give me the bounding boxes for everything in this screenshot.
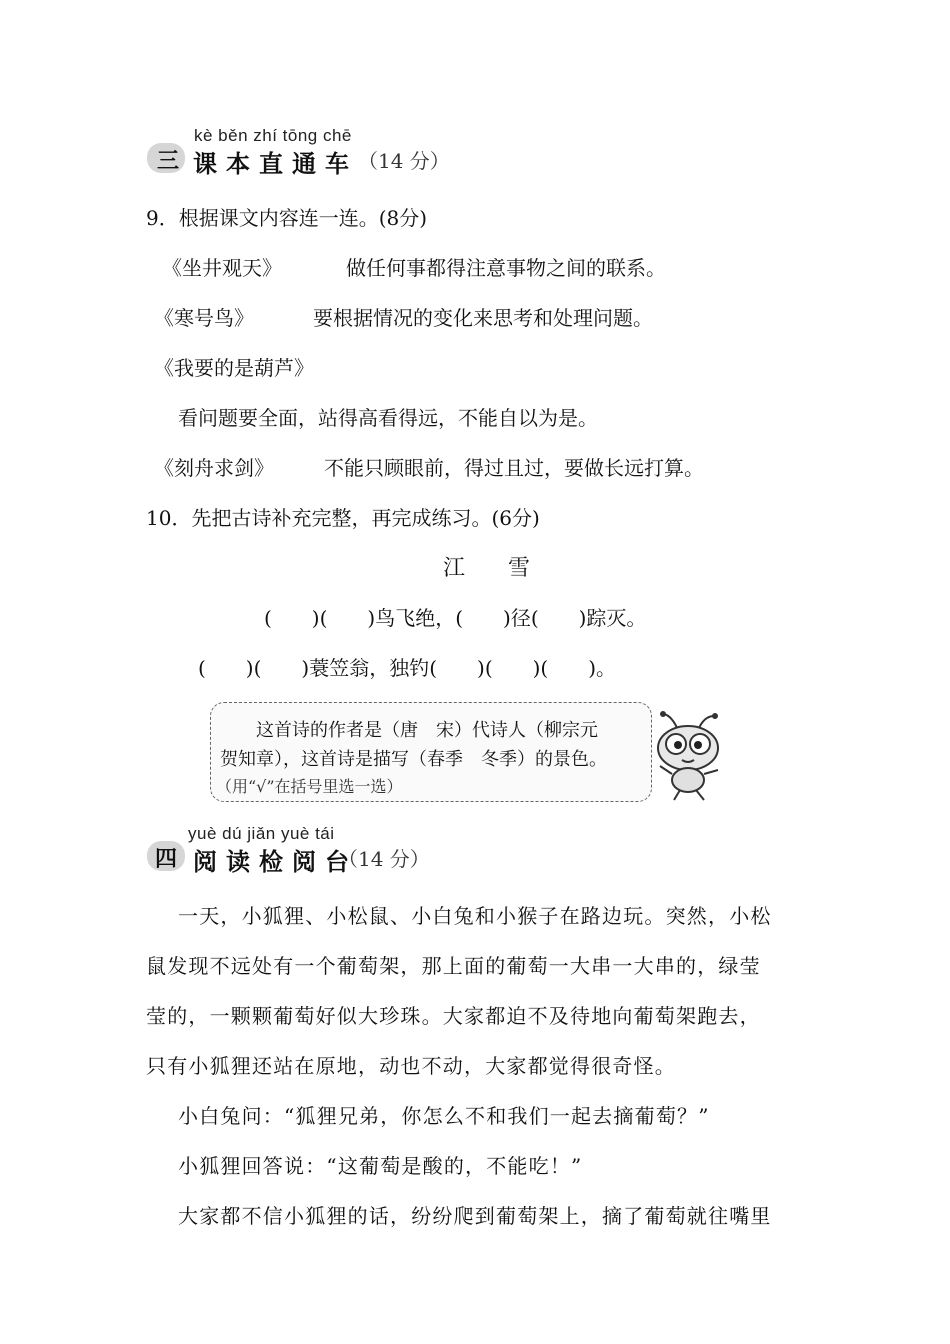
ant-mascot-icon — [648, 708, 732, 804]
passage-line: 鼠发现不远处有一个葡萄架，那上面的葡萄一大串一大串的，绿莹 — [146, 954, 761, 978]
q9-label: 9．根据课文内容连一连。(8分) — [146, 206, 428, 230]
section3-score: （14 分） — [358, 149, 450, 173]
q9-left-item: 《寒号鸟》 — [154, 306, 254, 330]
note-line-2: 贺知章），这首诗是描写（春季 冬季）的景色。 — [220, 749, 607, 770]
note-line-1: 这首诗的作者是（唐 宋）代诗人（柳宗元 — [256, 720, 598, 741]
q9-left-item: 《刻舟求剑》 — [154, 456, 274, 480]
note-line-3: （用“√”在括号里选一选） — [216, 777, 403, 796]
poem-title: 江 雪 — [443, 556, 548, 581]
section3-number: 三 — [157, 149, 180, 174]
section4-number: 四 — [155, 847, 178, 872]
q9-right-item: 做任何事都得注意事物之间的联系。 — [346, 256, 666, 280]
poem-line-2: ( )( )蓑笠翁，独钓( )( )( )。 — [198, 656, 617, 680]
passage-line: 莹的，一颗颗葡萄好似大珍珠。大家都迫不及待地向葡萄架跑去， — [146, 1004, 761, 1028]
q10-label: 10．先把古诗补充完整，再完成练习。(6分) — [146, 506, 540, 530]
poem-line-1: ( )( )鸟飞绝，( )径( )踪灭。 — [264, 606, 647, 630]
passage-line: 一天，小狐狸、小松鼠、小白兔和小猴子在路边玩。突然，小松 — [178, 904, 772, 928]
passage-line: 小白兔问：“狐狸兄弟，你怎么不和我们一起去摘葡萄？” — [178, 1104, 710, 1128]
passage-line: 只有小狐狸还站在原地，动也不动，大家都觉得很奇怪。 — [146, 1054, 676, 1078]
section3-title: 课本直通车 — [193, 150, 358, 178]
q9-right-item: 不能只顾眼前，得过且过，要做长远打算。 — [324, 456, 704, 480]
q9-right-item: 看问题要全面，站得高看得远，不能自以为是。 — [178, 406, 598, 430]
passage-line: 小狐狸回答说：“这葡萄是酸的，不能吃！” — [178, 1154, 583, 1178]
q9-left-item: 《我要的是葫芦》 — [154, 356, 314, 380]
section4-score: （14 分） — [338, 847, 430, 871]
q9-left-item: 《坐井观天》 — [162, 256, 282, 280]
section4-title: 阅读检阅台 — [193, 848, 358, 876]
section4-pinyin: yuè dú jiǎn yuè tái — [188, 824, 335, 843]
q9-right-item: 要根据情况的变化来思考和处理问题。 — [313, 306, 653, 330]
section3-pinyin: kè běn zhí tōng chē — [194, 126, 352, 145]
passage-line: 大家都不信小狐狸的话，纷纷爬到葡萄架上，摘了葡萄就往嘴里 — [178, 1204, 772, 1228]
